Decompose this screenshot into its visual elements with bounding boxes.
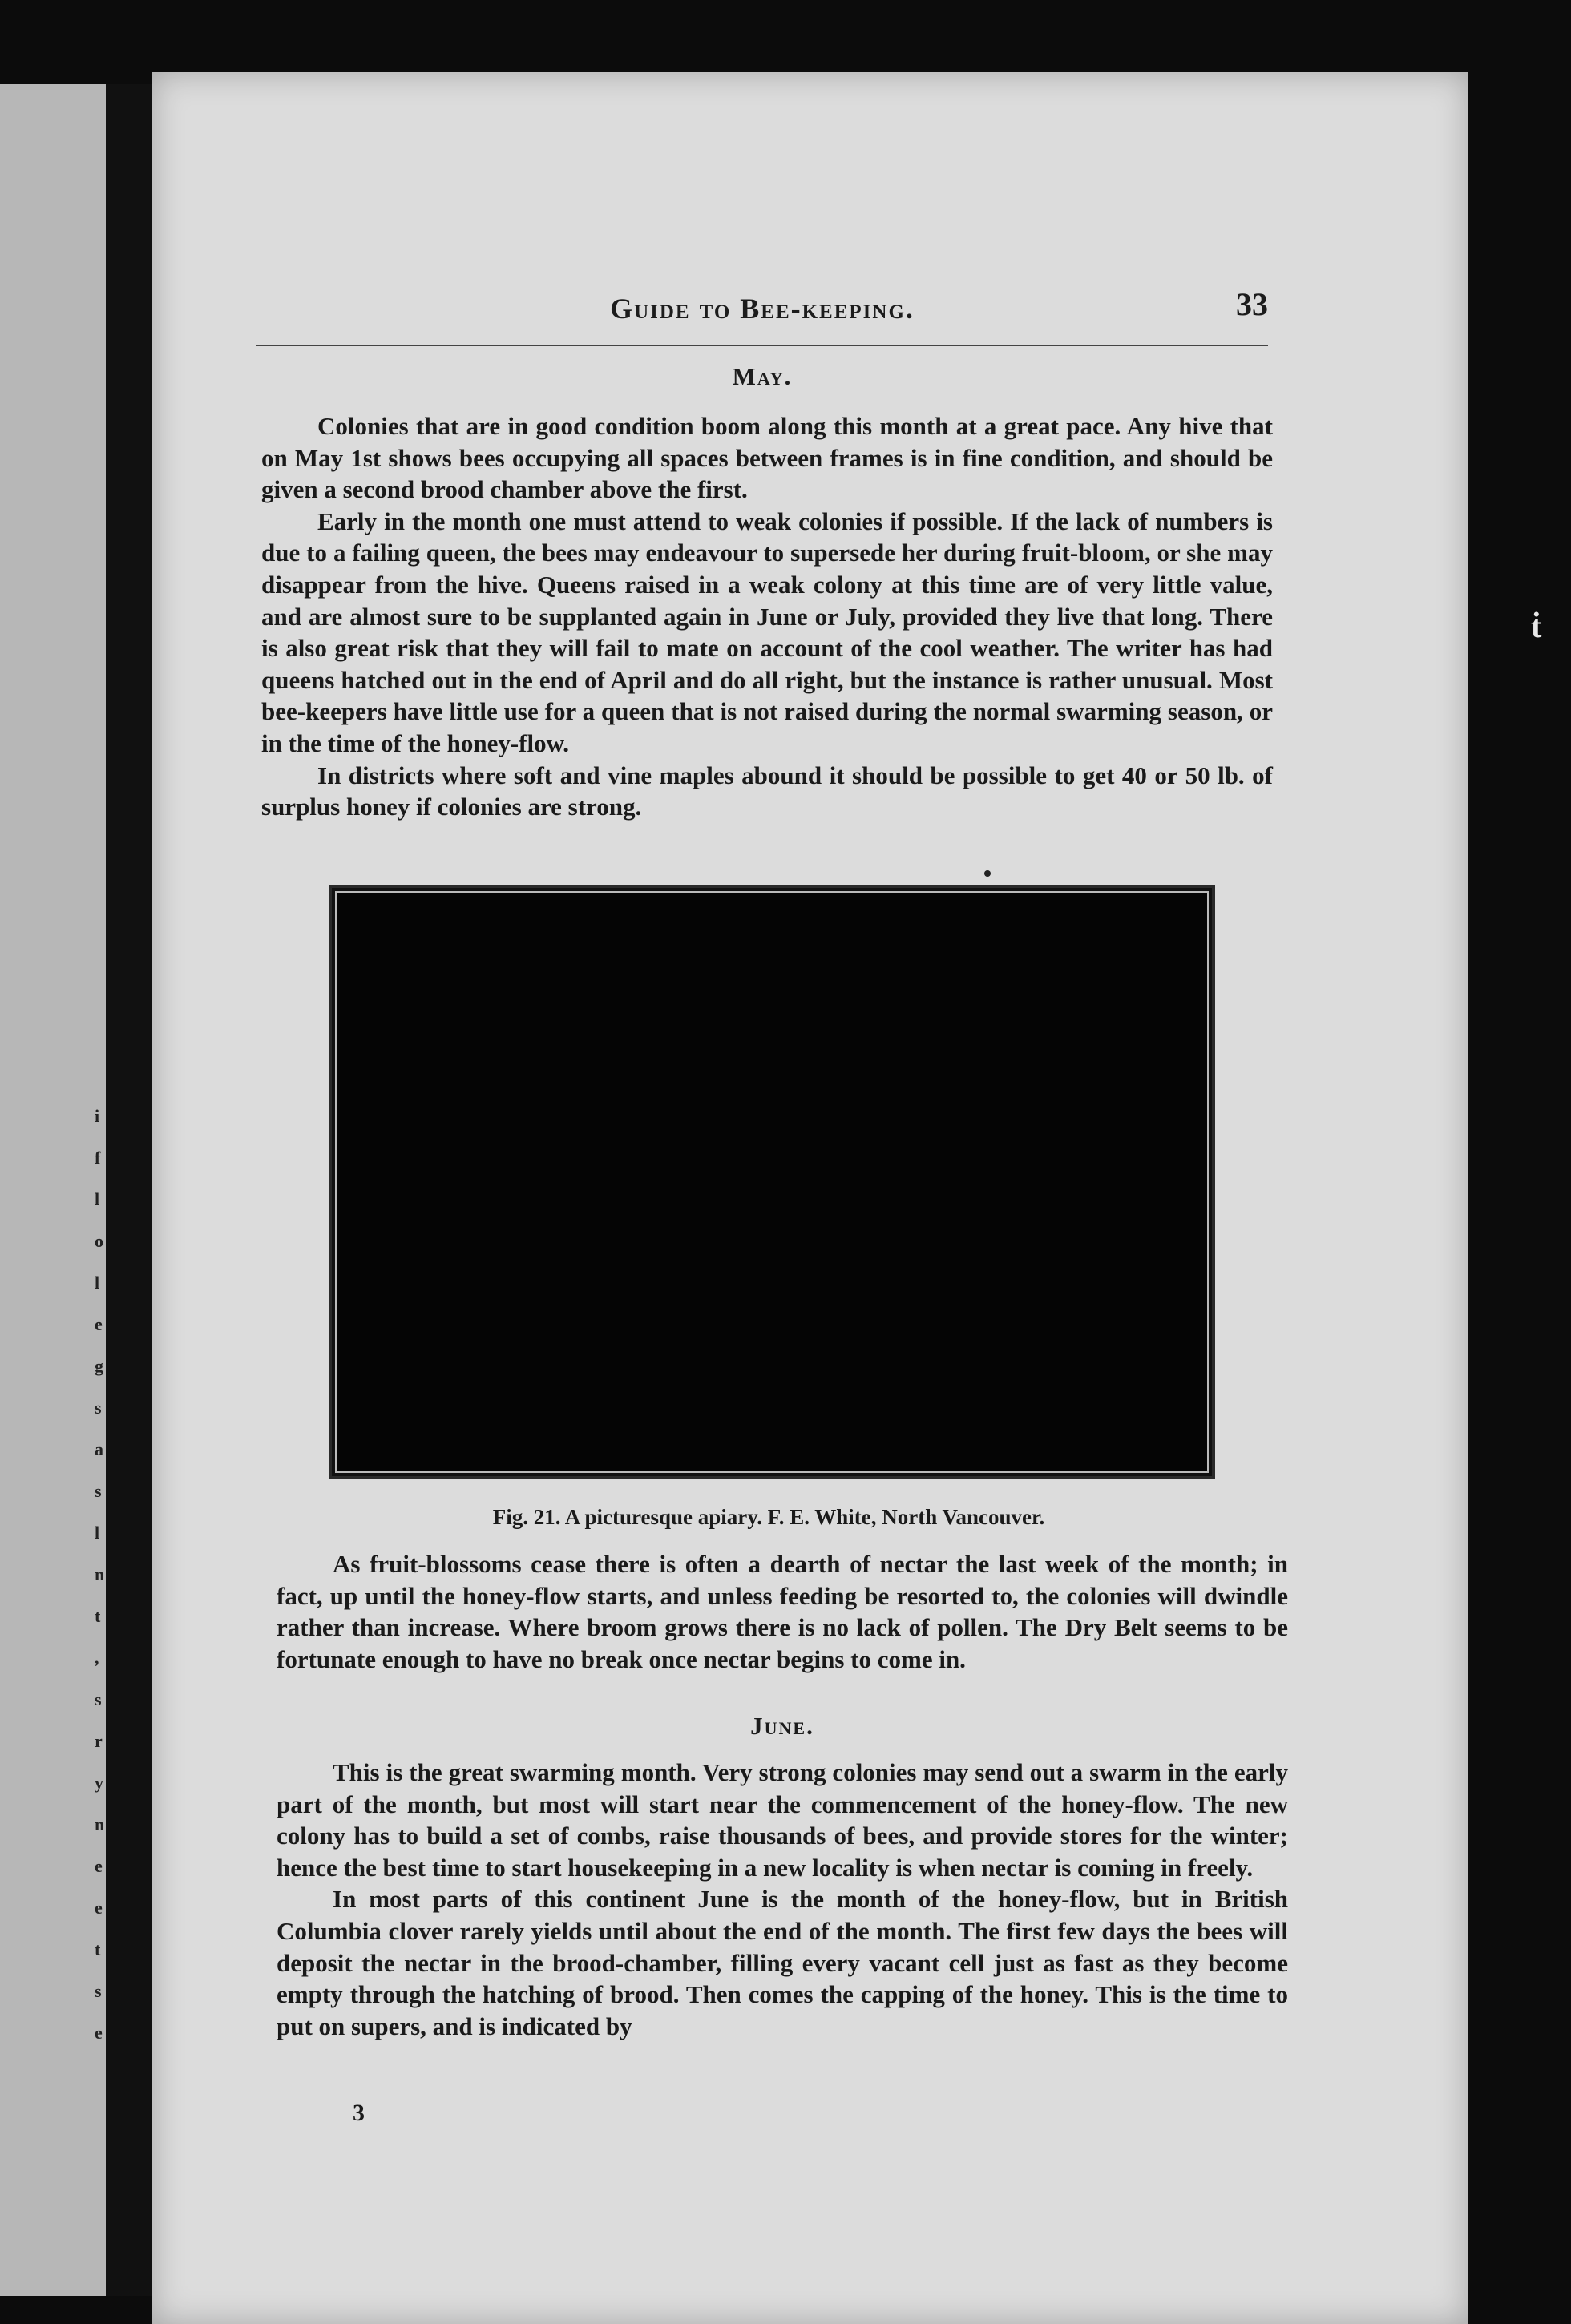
after-figure-text xyxy=(277,1548,1288,1675)
paragraph: In districts where soft and vine maples abound it should be possible to get 40 or 50 lb. of surplus honey if colonies are strong. xyxy=(261,761,1273,821)
header-rule xyxy=(256,345,1268,346)
facing-page-letter: e xyxy=(95,1314,103,1334)
facing-page-letter: l xyxy=(95,1523,100,1543)
facing-page-letter: a xyxy=(95,1439,103,1459)
facing-page-letter: e xyxy=(95,1856,103,1876)
facing-page-letter: t xyxy=(95,1606,101,1626)
running-title: Guide to Bee-keeping. xyxy=(610,293,915,325)
facing-page-letter: n xyxy=(95,1564,105,1584)
signature-mark: 3 xyxy=(353,2100,365,2126)
facing-page-letter: o xyxy=(95,1231,103,1251)
facing-page-letter: i xyxy=(95,1106,100,1126)
facing-page-letter: n xyxy=(95,1814,105,1834)
facing-page-edge xyxy=(0,84,106,2296)
facing-page-letter: s xyxy=(95,1398,102,1418)
facing-page-letter: r xyxy=(95,1731,103,1751)
facing-page-letter: t xyxy=(95,1939,101,1959)
june-text xyxy=(277,1757,1288,2042)
page-number: 33 xyxy=(1236,286,1268,322)
paragraph: As fruit-blossoms cease there is often a dearth of nectar the last week of the month; in fact, up until the honey-flow starts, and unless feeding be resorted to, the colonies will dwindle rather than increase. Where broom grows there is no lack of pollen. The Dry Belt seems to be fortunate enough to have no break once nectar begins to come in. xyxy=(277,1550,1288,1673)
paragraph: This is the great swarming month. Very strong colonies may send out a swarm in the early part of the month, but most will start near the commencement of the honey-flow. The new colony has to build a set of combs, raise thousands of bees, and provide stores for the winter; hence the best time to start housekeeping in a new locality is when nectar is coming in freely. xyxy=(277,1758,1288,1882)
facing-page-letter: l xyxy=(95,1273,100,1293)
facing-page-letter: s xyxy=(95,1981,102,2001)
ink-speck xyxy=(984,870,991,877)
facing-page-letter: g xyxy=(95,1356,103,1376)
paragraph: Early in the month one must attend to weak colonies if possible. If the lack of numbers is due to a failing queen, the bees may endeavour to supersede her during fruit-bloom, or she may disappear from the hive. Queens raised in a weak colony at this time are of very little value, and are almost sure to be supplanted again in June or July, provided they live that long. There is also great risk that they will fail to mate on account of the cool weather. The writer has had queens hatched out in the end of April and do all right, but the instance is rather unusual. Most bee-keepers have little use for a queen that is not raised during the normal swarming season, or in the time of the honey-flow. xyxy=(261,506,1273,757)
facing-page-letter: s xyxy=(95,1689,102,1709)
margin-mark: ṫ xyxy=(1531,608,1542,644)
apiary-photograph xyxy=(329,885,1215,1479)
facing-page-letter: y xyxy=(95,1773,103,1793)
paragraph: In most parts of this continent June is the month of the honey-flow, but in British Columbia clover rarely yields until about the end of the month. The first few days the bees will deposit the nectar in the brood-chamber, filling every vacant cell just as fast as they become empty through the hatching of brood. Then comes the capping of the honey. This is the time to put on supers, and is indicated by xyxy=(277,1885,1288,2040)
facing-page-letter: l xyxy=(95,1189,100,1209)
facing-page-letter: s xyxy=(95,1481,102,1501)
section-heading-may: May. xyxy=(732,362,793,390)
figure-caption: Fig. 21. A picturesque apiary. F. E. White, North Vancouver. xyxy=(492,1505,1045,1529)
page-header xyxy=(256,280,1268,329)
book-gutter xyxy=(106,84,152,2296)
section-heading-june: June. xyxy=(750,1712,814,1740)
facing-page-letter: f xyxy=(95,1148,101,1168)
facing-page-text-fragments xyxy=(95,1106,107,2108)
facing-page-letter: e xyxy=(95,2023,103,2043)
facing-page-letter: e xyxy=(95,1898,103,1918)
facing-page-letter: , xyxy=(95,1648,99,1668)
paragraph: Colonies that are in good condition boom along this month at a great pace. Any hive that on May 1st shows bees occupying all spaces between frames is in fine condition, and should be given a second brood chamber above the first. xyxy=(261,412,1273,504)
photograph-image xyxy=(335,891,1209,1473)
may-text xyxy=(261,410,1273,823)
